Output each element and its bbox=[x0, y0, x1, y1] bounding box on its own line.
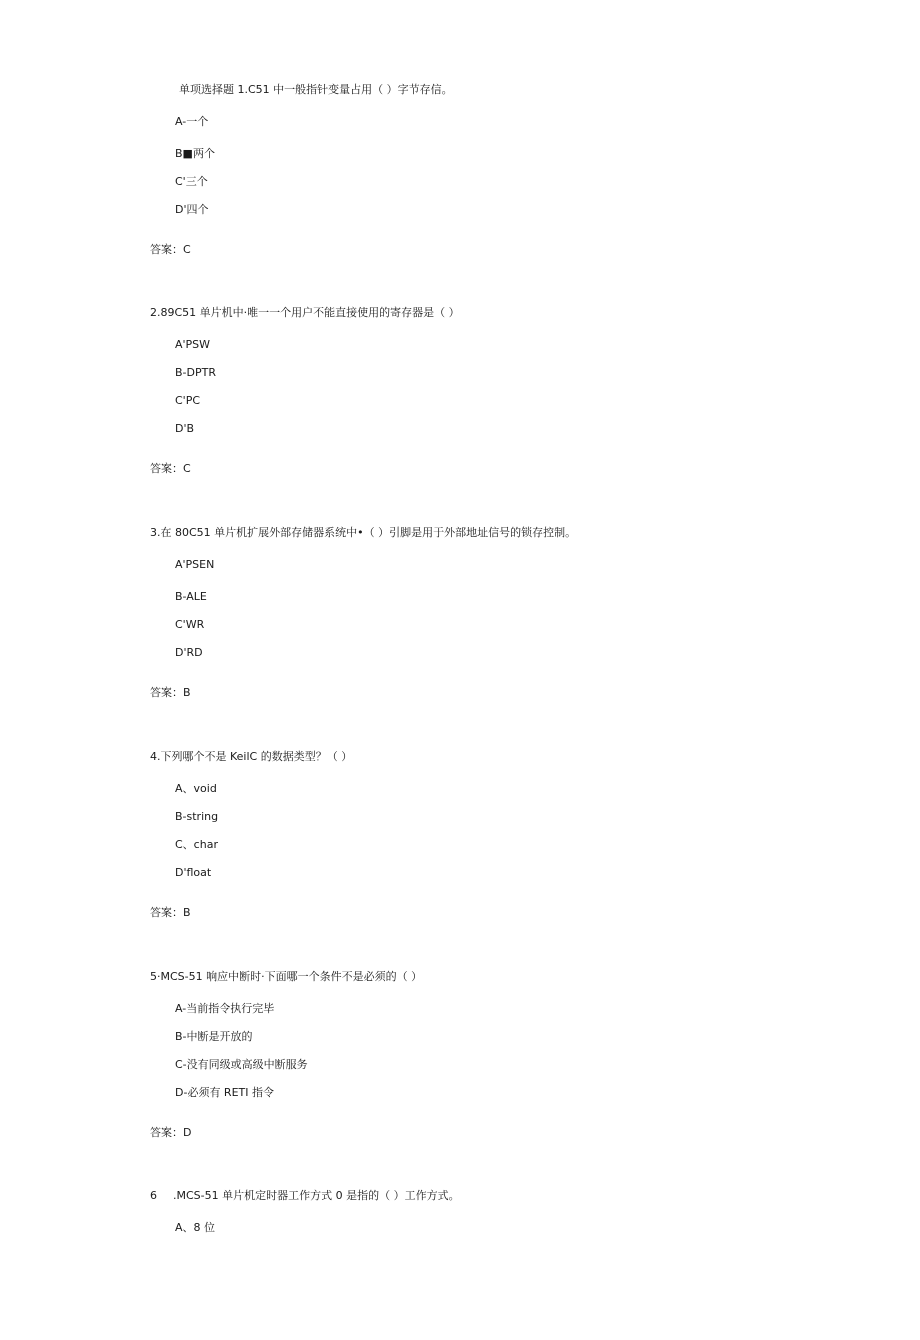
question-4-answer: 答案：B bbox=[150, 906, 191, 919]
question-5-option-c: C-没有同级或高级中断服务 bbox=[175, 1058, 308, 1071]
question-1-option-b: B■两个 bbox=[175, 147, 215, 160]
question-3-option-c: C'WR bbox=[175, 618, 205, 631]
question-3-option-d: D'RD bbox=[175, 646, 203, 659]
question-6-stem: .MCS-51 单片机定时器工作方式 0 是指的（ ）工作方式。 bbox=[173, 1189, 460, 1202]
question-4-stem: 4.下列哪个不是 KeilC 的数据类型？（ ） bbox=[150, 750, 353, 763]
question-2-option-a: A'PSW bbox=[175, 338, 211, 351]
question-2-stem: 2.89C51 单片机中·唯一一个用户不能直接使用的寄存器是（ ） bbox=[150, 306, 460, 319]
question-2-option-b: B-DPTR bbox=[175, 366, 216, 379]
question-4-option-d: D'float bbox=[175, 866, 212, 879]
question-4-option-c: C、char bbox=[175, 838, 218, 851]
question-1-stem: 单项选择题 1.C51 中一般指针变量占用（ ）字节存信。 bbox=[179, 83, 453, 96]
question-1-option-a: A-一个 bbox=[175, 115, 209, 128]
question-3-option-a: A'PSEN bbox=[175, 558, 215, 571]
question-5-option-a: A-当前指令执行完毕 bbox=[175, 1002, 275, 1015]
question-1-option-c: C'三个 bbox=[175, 175, 208, 188]
question-1-option-d: D'四个 bbox=[175, 203, 209, 216]
question-4-option-a: A、void bbox=[175, 782, 217, 795]
question-5-option-b: B-中断是开放的 bbox=[175, 1030, 253, 1043]
question-6-number: 6 bbox=[150, 1189, 157, 1202]
question-6-option-a: A、8 位 bbox=[175, 1221, 216, 1234]
question-1-answer: 答案：C bbox=[150, 243, 191, 256]
question-2-option-d: D'B bbox=[175, 422, 195, 435]
question-2-answer: 答案：C bbox=[150, 462, 191, 475]
question-5-option-d: D-必须有 RETI 指令 bbox=[175, 1086, 274, 1099]
question-5-stem: 5·MCS-51 响应中断时·下面哪一个条件不是必须的（ ） bbox=[150, 970, 423, 983]
question-5-answer: 答案：D bbox=[150, 1126, 192, 1139]
question-2-option-c: C'PC bbox=[175, 394, 201, 407]
question-3-option-b: B-ALE bbox=[175, 590, 207, 603]
question-3-stem: 3.在 80C51 单片机扩展外部存储器系统中•（ ）引脚是用于外部地址信号的锁存控制。 bbox=[150, 526, 577, 539]
question-3-answer: 答案：B bbox=[150, 686, 191, 699]
question-4-option-b: B-string bbox=[175, 810, 219, 823]
